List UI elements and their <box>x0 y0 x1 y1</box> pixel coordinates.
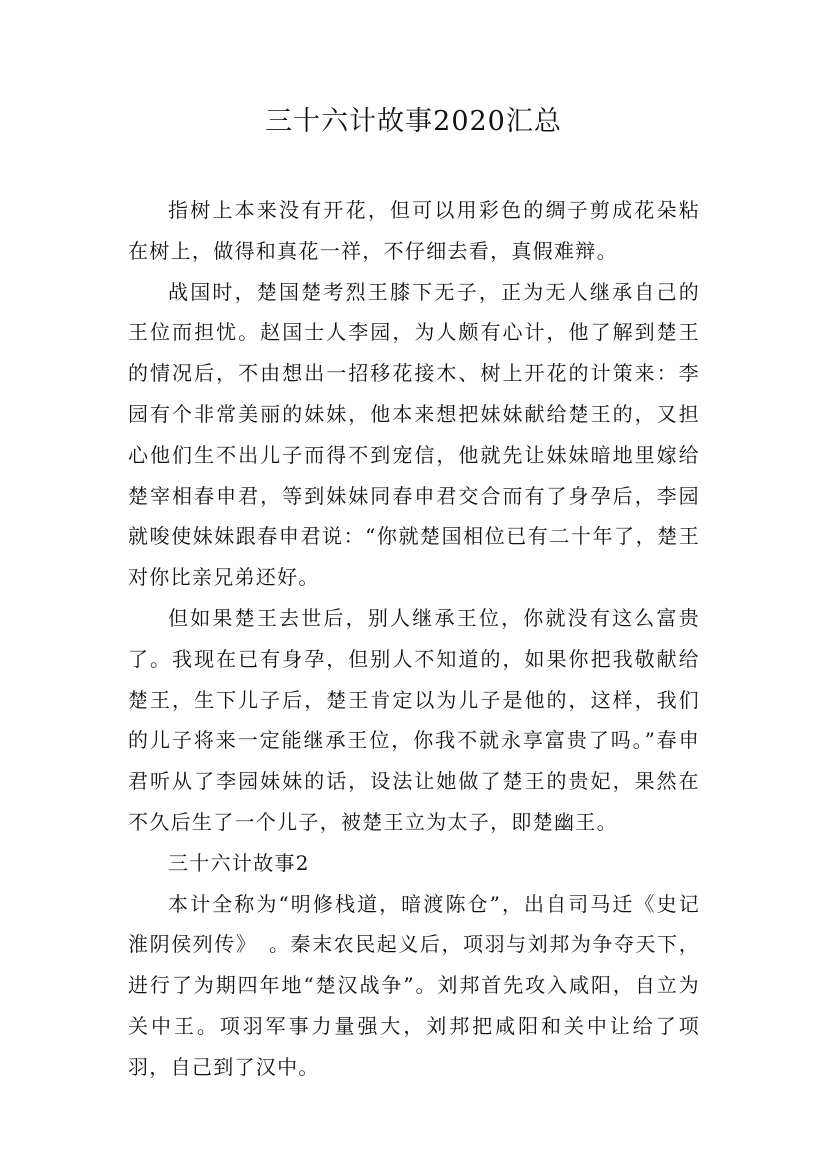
document-body <box>128 190 700 1088</box>
section-heading: 三十六计故事2 <box>168 850 310 875</box>
paragraph-1: 指树上本来没有开花，但可以用彩色的绸子剪成花朵粘在树上，做得和真花一祥，不仔细去看，真假难辩。 <box>128 198 700 263</box>
document-title: 三十六计故事2020汇总 <box>265 106 562 137</box>
paragraph-4: 本计全称为“明修栈道，暗渡陈仓”，出自司马迁《史记淮阴侯列传》 。秦末农民起义后，项羽与刘邦为争夺天下，进行了为期四年地“楚汉战争”。刘邦首先攻入咸阳，自立为关中王。项羽军事力量强大，刘邦把咸阳和关中让给了项羽，自己到了汉中。 <box>128 891 700 1079</box>
paragraph-2: 战国时，楚国楚考烈王膝下无子，正为无人继承自己的王位而担忧。赵国士人李园，为人颇有心计，他了解到楚王的情况后，不由想出一招移花接木、树上开花的计策来：李园有个非常美丽的妹妹，他本来想把妹妹献给楚王的，又担心他们生不出儿子而得不到宠信，他就先让妹妹暗地里嫁给楚宰相春申君，等到妹妹同春申君交合而有了身孕后，李园就唆使妹妹跟春申君说：“你就楚国相位已有二十年了，楚王对你比亲兄弟还好。 <box>128 279 700 590</box>
paragraph-3: 但如果楚王去世后，别人继承王位，你就没有这么富贵了。我现在已有身孕，但别人不知道的，如果你把我敬献给楚王，生下儿子后，楚王肯定以为儿子是他的，这样，我们的儿子将来一定能继承王位，你我不就永享富贵了吗。”春申君听从了李园妹妹的话，设法让她做了楚王的贵妃，果然在不久后生了一个儿子，被楚王立为太子，即楚幽王。 <box>128 605 700 834</box>
